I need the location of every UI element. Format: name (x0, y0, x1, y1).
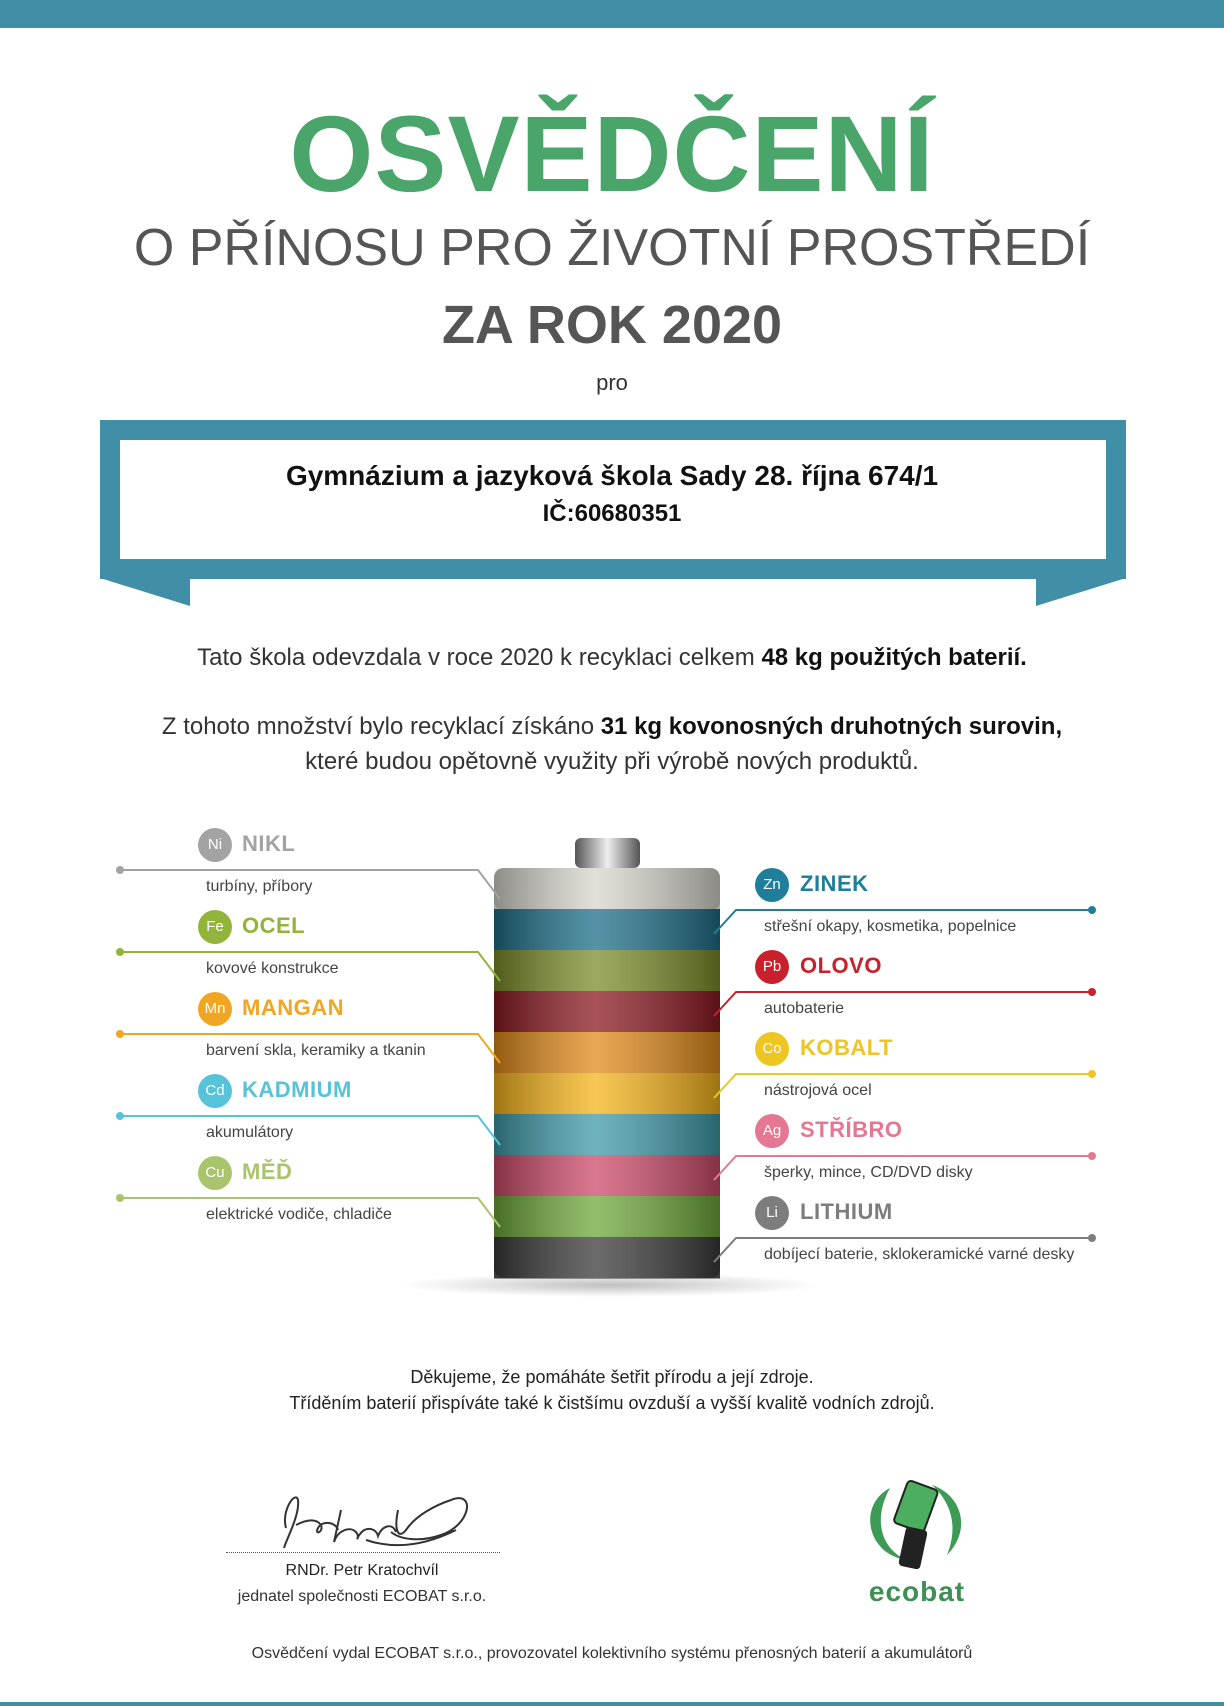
element-ocel-leader-dot (116, 948, 124, 956)
collection-statement (0, 644, 1224, 672)
element-zinek-leader-dot (1088, 906, 1096, 914)
signatory-role: jednatel společnosti ECOBAT s.r.o. (237, 1588, 487, 1605)
thanks-line-2: Tříděním baterií přispíváte také k čistšímu ovzduší a vyšší kvalitě vodních zdrojů. (289, 1393, 935, 1413)
certificate-title: OSVĚDČENÍ (289, 93, 935, 214)
element-use-měď: elektrické vodiče, chladiče (206, 1206, 392, 1223)
element-use-kadmium: akumulátory (206, 1124, 294, 1141)
element-use-ocel: kovové konstrukce (206, 960, 339, 977)
ecobat-logo-icon (862, 1470, 972, 1575)
element-name-mangan: MANGAN (242, 995, 344, 1020)
element-name-zinek: ZINEK (800, 871, 869, 896)
element-name-nikl: NIKL (242, 831, 296, 856)
element-měď-leader-dot (116, 1194, 124, 1202)
logo-battery (893, 1480, 938, 1533)
bottom-accent-line (0, 1702, 1224, 1706)
element-use-kobalt: nástrojová ocel (764, 1082, 872, 1099)
school-name: Gymnázium a jazyková škola Sady 28. října 674/1 (285, 460, 939, 491)
element-badge-zinek: Zn (755, 868, 789, 902)
element-badge-měď: Cu (198, 1156, 232, 1190)
footer-note: Osvědčení vydal ECOBAT s.r.o., provozovatel kolektivního systému přenosných baterií a akumulátorů (251, 1645, 973, 1662)
signature-line (226, 1552, 500, 1553)
element-name-olovo: OLOVO (800, 953, 882, 978)
element-use-nikl: turbíny, příbory (206, 878, 313, 895)
element-stříbro-leader-dot (1088, 1152, 1096, 1160)
recovery-text: Z tohoto množství bylo recyklací získáno (161, 713, 601, 740)
element-use-zinek: střešní okapy, kosmetika, popelnice (764, 918, 1017, 935)
ribbon-tails (100, 578, 1126, 608)
signature-image (226, 1470, 506, 1560)
element-use-stříbro: šperky, mince, CD/DVD disky (764, 1164, 973, 1181)
certificate-subtitle: O PŘÍNOSU PRO ŽIVOTNÍ PROSTŘEDÍ (133, 219, 1091, 277)
element-badge-nikl: Ni (198, 828, 232, 862)
element-badge-kobalt: Co (755, 1032, 789, 1066)
recovery-statement (0, 713, 1224, 741)
element-kobalt-leader-dot (1088, 1070, 1096, 1078)
battery-shading (494, 868, 720, 1278)
element-badge-ocel: Fe (198, 910, 232, 944)
ribbon-tail-left (100, 578, 190, 606)
element-kadmium-leader (120, 1116, 500, 1145)
school-ico: IČ:60680351 (542, 500, 682, 527)
element-mangan-leader-dot (116, 1030, 124, 1038)
thanks-line-1: Děkujeme, že pomáháte šetřit přírodu a její zdroje. (410, 1367, 814, 1387)
top-accent-bar (0, 0, 1224, 28)
element-name-kobalt: KOBALT (800, 1035, 894, 1060)
collection-amount: 48 kg použitých baterií. (761, 644, 1027, 671)
element-badge-olovo: Pb (755, 950, 789, 984)
ecobat-logo-text: ecobat (868, 1576, 966, 1607)
element-badge-mangan: Mn (198, 992, 232, 1026)
ribbon-tail-right (1036, 578, 1126, 606)
signatory-name: RNDr. Petr Kratochvíl (285, 1562, 439, 1579)
element-name-stříbro: STŘÍBRO (800, 1117, 903, 1142)
logo-battery-base (898, 1526, 928, 1570)
element-name-lithium: LITHIUM (800, 1199, 893, 1224)
element-badge-stříbro: Ag (755, 1114, 789, 1148)
collection-text: Tato škola odevzdala v roce 2020 k recyklaci celkem (197, 644, 762, 671)
element-olovo-leader-dot (1088, 988, 1096, 996)
element-name-měď: MĚĎ (242, 1159, 293, 1184)
element-nikl-leader-dot (116, 866, 124, 874)
element-use-lithium: dobíjecí baterie, sklokeramické varné desky (764, 1246, 1075, 1263)
signature-stroke (284, 1497, 467, 1548)
element-badge-lithium: Li (755, 1196, 789, 1230)
reuse-statement: které budou opětovně využity při výrobě nových produktů. (305, 748, 919, 775)
element-badge-kadmium: Cd (198, 1074, 232, 1108)
element-name-ocel: OCEL (242, 913, 306, 938)
element-use-olovo: autobaterie (764, 1000, 845, 1017)
element-kadmium-leader-dot (116, 1112, 124, 1120)
element-name-kadmium: KADMIUM (242, 1077, 352, 1102)
element-lithium-leader-dot (1088, 1234, 1096, 1242)
battery-bands (494, 868, 720, 1279)
recovery-amount: 31 kg kovonosných druhotných surovin, (600, 713, 1063, 740)
certificate-year: ZA ROK 2020 (441, 295, 783, 355)
element-use-mangan: barvení skla, keramiky a tkanin (206, 1042, 426, 1059)
battery-terminal (575, 838, 640, 868)
pro-label: pro (596, 370, 628, 395)
